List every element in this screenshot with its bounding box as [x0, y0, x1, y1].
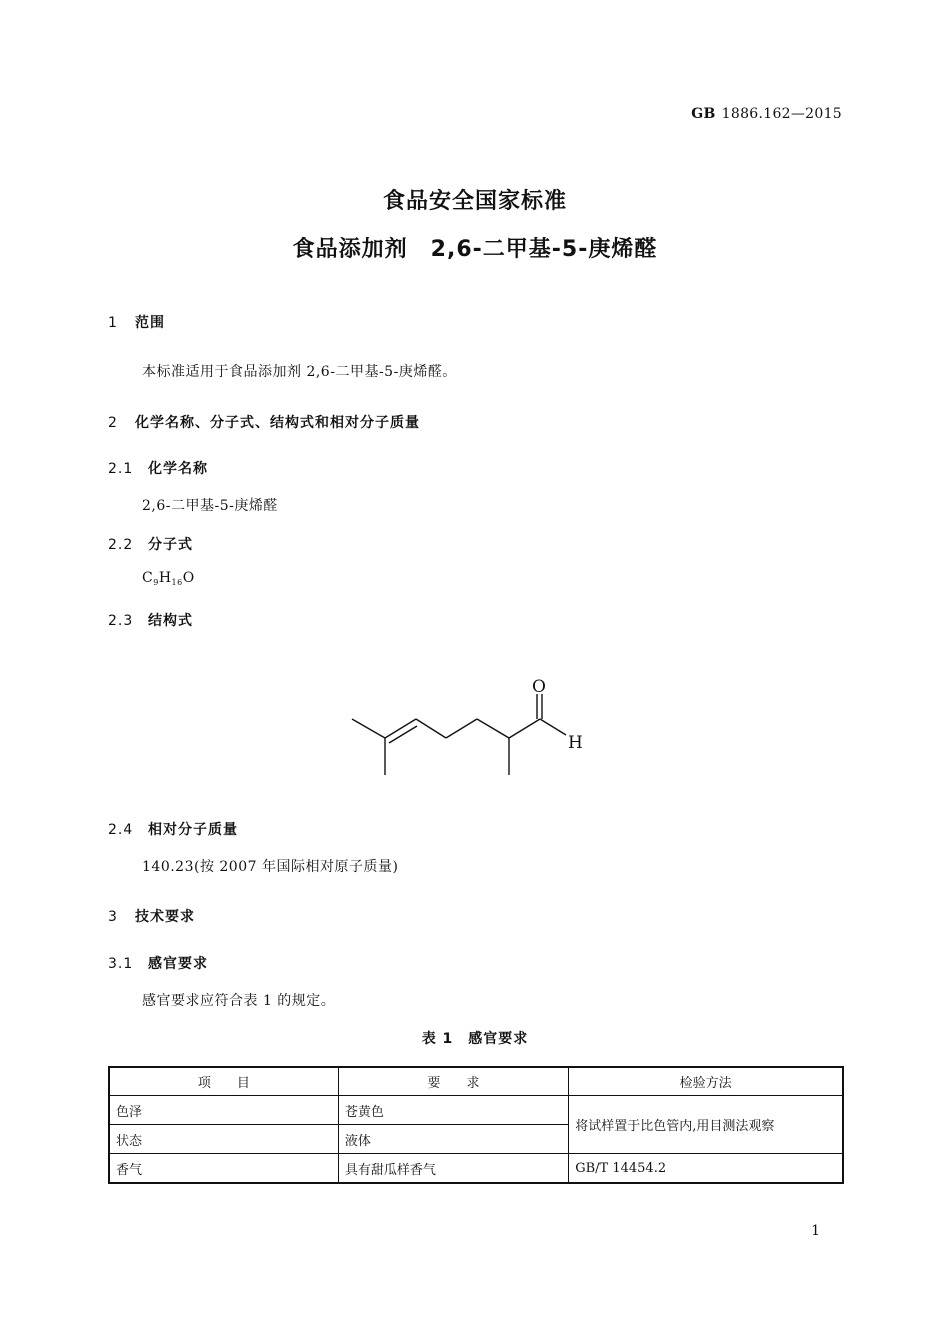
molecular-formula: [142, 570, 195, 587]
formula-hydrogen-count: 16: [171, 578, 183, 587]
formula-carbon-count: 9: [153, 578, 159, 587]
bond: [509, 719, 540, 738]
cell-requirement: 具有甜瓜样香气: [338, 1154, 568, 1184]
formula-carbon: C: [142, 570, 154, 586]
bond-double: [385, 719, 416, 738]
bond: [477, 719, 509, 738]
bond: [540, 719, 566, 735]
section-1-body: 本标准适用于食品添加剂 2,6-二甲基-5-庚烯醛。: [142, 364, 457, 380]
formula-oxygen: O: [182, 570, 195, 586]
standard-prefix: GB: [691, 106, 716, 122]
cell-method-merged: 将试样置于比色管内,用目测法观察: [569, 1096, 843, 1154]
section-3-heading: [108, 906, 195, 926]
section-title: 感官要求: [148, 956, 208, 972]
bond: [352, 719, 385, 738]
molecular-mass: 140.23(按 2007 年国际相对原子质量): [142, 859, 399, 875]
table-row: [109, 1096, 843, 1125]
cell-item: 色泽: [109, 1096, 338, 1125]
section-3-1-body: 感官要求应符合表 1 的规定。: [142, 993, 336, 1009]
column-header-item: 项 目: [109, 1067, 338, 1096]
cell-method: GB/T 14454.2: [569, 1154, 843, 1184]
section-3-1-heading: [108, 953, 208, 973]
bond-double-inner: [389, 726, 417, 743]
column-header-method: 检验方法: [569, 1067, 843, 1096]
document-subtitle: 食品添加剂 2,6-二甲基-5-庚烯醛: [292, 237, 658, 262]
table-row: [109, 1154, 843, 1184]
section-title: 化学名称: [148, 461, 208, 477]
section-1-heading: [108, 312, 165, 332]
cell-item: 状态: [109, 1125, 338, 1154]
section-title: 技术要求: [135, 909, 195, 925]
section-2-4-heading: [108, 819, 238, 839]
section-2-1-heading: [108, 458, 208, 478]
cell-requirement: 苍黄色: [338, 1096, 568, 1125]
section-number: 3: [108, 909, 118, 925]
cell-item: 香气: [109, 1154, 338, 1184]
bond: [416, 719, 446, 738]
section-title: 范围: [135, 315, 165, 331]
structural-formula: [340, 672, 600, 782]
section-title: 相对分子质量: [148, 822, 238, 838]
page-number: 1: [811, 1223, 820, 1239]
chemical-name: 2,6-二甲基-5-庚烯醛: [142, 498, 278, 514]
section-2-2-heading: [108, 534, 193, 554]
section-2-heading: [108, 412, 420, 432]
section-title: 分子式: [148, 537, 193, 553]
section-title: 化学名称、分子式、结构式和相对分子质量: [135, 415, 420, 431]
section-number: 3.1: [108, 956, 134, 972]
formula-hydrogen: H: [158, 570, 172, 586]
section-title: 结构式: [148, 613, 193, 629]
sensory-requirements-table: [108, 1066, 844, 1184]
section-number: 2: [108, 415, 118, 431]
document-title: 食品安全国家标准: [382, 189, 567, 214]
skeletal-bonds: [352, 694, 566, 775]
section-number: 2.2: [108, 537, 134, 553]
table-header-row: [109, 1067, 843, 1096]
standard-code: [691, 106, 842, 122]
cell-requirement: 液体: [338, 1125, 568, 1154]
section-number: 1: [108, 315, 118, 331]
section-2-3-heading: [108, 610, 193, 630]
bond: [446, 719, 477, 738]
atom-oxygen: O: [532, 677, 546, 697]
table-caption: 表 1 感官要求: [421, 1031, 529, 1047]
section-number: 2.4: [108, 822, 134, 838]
atom-hydrogen: H: [568, 733, 583, 753]
standard-number: 1886.162—2015: [721, 106, 842, 122]
column-header-requirement: 要 求: [338, 1067, 568, 1096]
section-number: 2.3: [108, 613, 134, 629]
section-number: 2.1: [108, 461, 134, 477]
